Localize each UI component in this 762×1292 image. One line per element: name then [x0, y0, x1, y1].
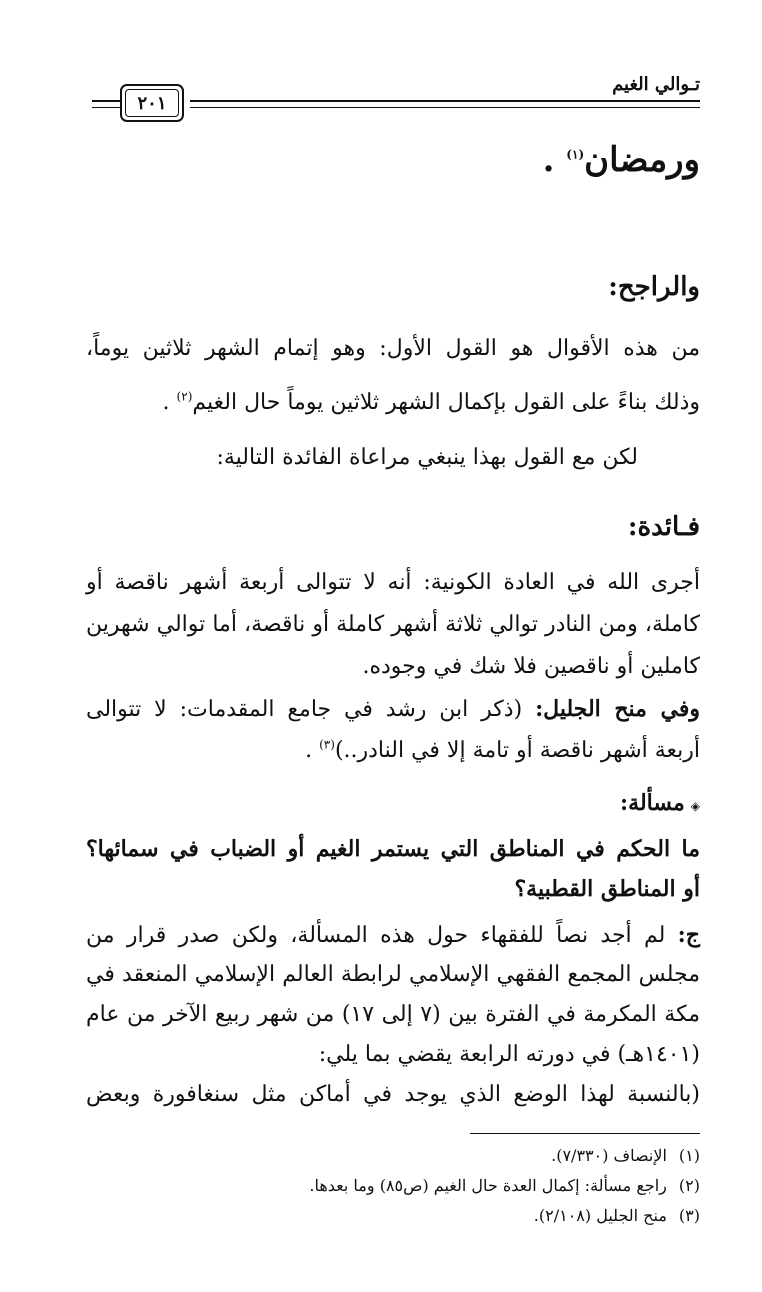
header-rule-left: [92, 100, 120, 108]
text-line: وفي منح الجليل: (ذكر ابن رشد في جامع المقدمات: لا تتوالى: [86, 696, 701, 722]
page-number-frame: [120, 84, 184, 122]
header-rule: [190, 100, 700, 108]
text-line: من هذه الأقوال هو القول الأول: وهو إتمام الشهر ثلاثين يوماً،: [86, 336, 700, 361]
text-line: (بالنسبة لهذا الوضع الذي يوجد في أماكن مثل سنغافورة وبعض: [86, 1082, 700, 1107]
section-heading: فـائدة:: [627, 512, 700, 542]
footnote-ref: (٣): [319, 737, 335, 752]
text-line: مكة المكرمة في الفترة بين (٧ إلى ١٧) من شهر ربيع الآخر من عام: [86, 1002, 701, 1027]
footnote: (٣)منح الجليل (٢/١٠٨).: [533, 1206, 700, 1225]
footnote-rule: [470, 1133, 700, 1134]
footnote: (١)الإنصاف (٧/٣٣٠).: [551, 1146, 700, 1165]
text-line: أربعة أشهر ناقصة أو تامة إلا في النادر..)$^{(٣)}$ .: [305, 737, 700, 763]
diamond-icon: ◈: [690, 799, 700, 813]
text-line: كاملة، ومن النادر توالي ثلاثة أشهر كاملة أو ناقصة، أما توالي شهرين: [86, 612, 700, 637]
text-line: مجلس المجمع الفقهي الإسلامي لرابطة العالم الإسلامي المنعقد في: [86, 962, 700, 987]
running-title: تـوالي الغيم: [612, 74, 700, 95]
text-line: ج: لم أجد نصاً للفقهاء حول هذه المسألة، ولكن صدر قرار من: [86, 922, 700, 948]
footnote-ref: (١): [566, 147, 585, 162]
section-heading: ◈مسألة:: [620, 790, 700, 816]
section-heading: والراجح:: [608, 272, 700, 302]
text-line: وذلك بناءً على القول بإكمال الشهر ثلاثين يوماً حال الغيم$^{(٢)}$ .: [162, 389, 700, 415]
footnote: (٢)راجع مسألة: إكمال العدة حال الغيم (ص٨٥) وما بعدها.: [309, 1176, 700, 1195]
text-line: أجرى الله في العادة الكونية: أنه لا تتوالى أربعة أشهر ناقصة أو: [86, 570, 700, 595]
text-line: ورمضان$^{(١)}$ .: [542, 140, 700, 180]
footnote-ref: (٢): [176, 389, 193, 404]
text-line: لكن مع القول بهذا ينبغي مراعاة الفائدة التالية:: [216, 445, 638, 470]
question-line: أو المناطق القطبية؟: [514, 876, 700, 902]
question-line: ما الحكم في المناطق التي يستمر الغيم أو الضباب في سمائها؟: [86, 836, 700, 862]
text-line: (١٤٠١هـ) في دورته الرابعة يقضي بما يلي:: [318, 1042, 700, 1067]
text-line: كاملين أو ناقصين فلا شك في وجوده.: [362, 654, 700, 679]
page-number: ٢٠١: [137, 92, 167, 114]
